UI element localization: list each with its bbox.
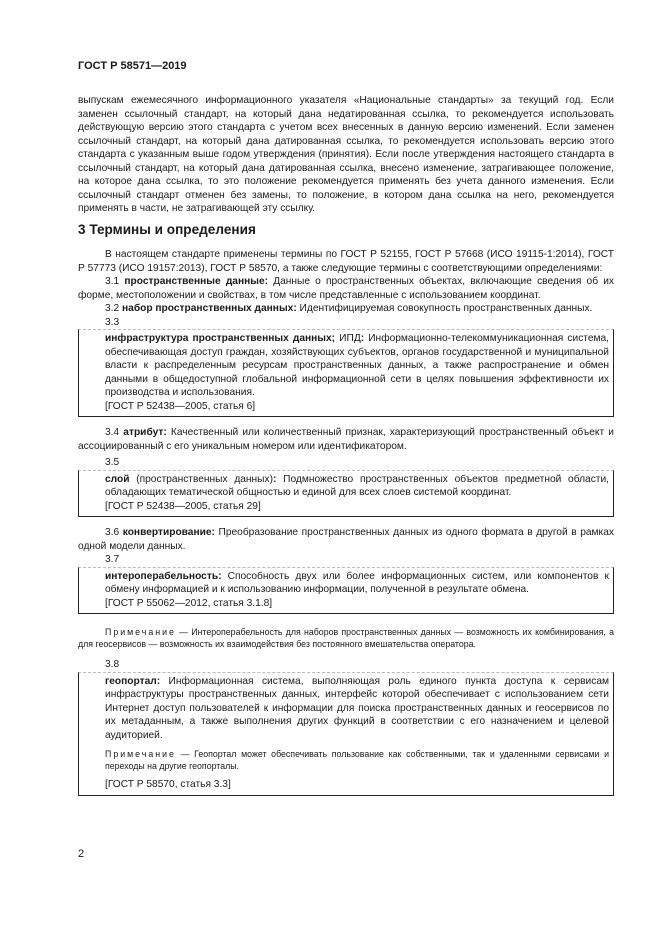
term-3-5-frame [78,470,614,518]
note-3-8: Примечание — Геопортал может обеспечивать пользование как собственными, так и удаленными сервисами и переходы на другие геопорталы. [105,749,609,771]
page-number: 2 [78,848,85,860]
intro-text: выпускам ежемесячного информационного указателя «Национальные стандарты» за текущий год. Если заменен ссылочный стандарт, на который дана недатированная ссылка, то рекомендуется использовать действующую версию этого стандарта с учетом всех внесенных в данную версию изменений. Если заменен ссылочный стандарт, на который дана датированная ссылка, то рекомендуется использовать версию этого стандарта с указанным выше годом утверждения (принятия). Если после утверждения настоящего стандарта в ссылочный стандарт, на который дана датированная ссылка, внесено изменение, затрагивающее положение, на которое дана ссылка, то это положение рекомендуется применять без учета данного изменения. Если ссылочный стандарт отменен без замены, то положение, в котором дана ссылка на него, рекомендуется применять в части, не затрагивающей эту ссылку. [78,95,614,214]
term-3-8-number: 3.8 [105,659,120,670]
term-3-4: 3.4 атрибут: Качественный или количественный признак, характеризующий пространственный объект и ассоциированный с его уникальным номером или идентификатором. [78,427,614,452]
term-3-7-frame [78,567,614,615]
note-label: Примечание [105,627,176,637]
term-3-8-frame [78,672,614,796]
term-3-5-name: слой [105,473,130,485]
term-3-8-source: [ГОСТ Р 58570, статья 3.3] [105,779,231,790]
term-3-3-name: инфраструктура пространственных данных; [105,333,336,344]
term-3-1: 3.1 пространственные данные: Данные о пространственных объектах, включающие сведения об их форме, местоположении и свойствах, в том числе представленные с использованием координат. [78,276,614,301]
term-3-7-source: [ГОСТ Р 55062—2012, статья 3.1.8] [105,597,273,609]
term-3-5: слой (пространственных данных): Подмножество пространственных объектов предметной области, обладающих тематической общностью и единой для всех слоев системой координат. [105,473,609,498]
term-3-3-frame [78,329,614,417]
term-3-6: 3.6 конвертирование: Преобразование пространственных данных из одного формата в другой в рамках одной модели данных. [78,527,614,552]
term-3-2-name: набор пространственных данных: [122,303,297,314]
term-3-3-source: [ГОСТ Р 52438—2005, статья 6] [105,400,256,412]
section-title: 3 Термины и определения [78,222,256,237]
term-3-8-name: геопортал: [105,675,161,687]
term-3-8: геопортал: Информационная система, выполняющая роль единого пункта доступа к сервисам инфраструктуры пространственных данных, интерфейс которой обеспечивает с использованием сети Интернет доступ пользователей к информации для поиска пространственных данных и геосервисов по их метаданным, а также выполнения других функций в соответствии с его назначением и целевой аудиторией. [105,675,609,741]
note-label: Примечание [105,749,176,759]
term-3-6-name: конвертирование: [122,527,215,538]
document-id-header: ГОСТ Р 58571—2019 [78,60,187,72]
term-3-3-number: 3.3 [105,316,120,328]
term-3-5-number: 3.5 [105,457,120,468]
term-3-7: интероперабельность: Способность двух или более информационных систем, или компонентов к обмену информацией и к использованию информации, полученной в результате обмена. [105,570,609,595]
terms-body [78,248,614,796]
intro-paragraph [78,94,614,216]
term-3-3: инфраструктура пространственных данных; ИПД: Информационно-телекоммуникационная система, обеспечивающая доступ граждан, хозяйствующих субъектов, органов государственной и муниципальной власти к распределенным ресурсам пространственных данных, а также распространение и обмен данными в общедоступной глобальной информационной сети в целях повышения эффективности их производства и использования. [105,333,609,398]
section-lead: В настоящем стандарте применены термины по ГОСТ Р 52155, ГОСТ Р 57668 (ИСО 19115-1:2014), ГОСТ Р 57773 (ИСО 19157:2013), ГОСТ Р 58570, а также следующие термины с соответствующими определениями: [78,249,614,274]
term-3-7-name: интероперабельность: [105,570,222,582]
term-3-4-name: атрибут: [123,427,167,438]
note-3-7: Примечание — Интероперабельность для наборов пространственных данных — возможность их комбинирования, а для геосервисов — возможность их взаимодействия без постоянного вмешательства оператора. [78,627,614,649]
term-3-7-number: 3.7 [105,554,120,565]
term-3-2: 3.2 набор пространственных данных: Идентифицируемая совокупность пространственных данных. [105,303,593,314]
term-3-1-name: пространственные данные: [124,276,269,287]
term-3-5-source: [ГОСТ Р 52438—2005, статья 29] [105,500,261,512]
